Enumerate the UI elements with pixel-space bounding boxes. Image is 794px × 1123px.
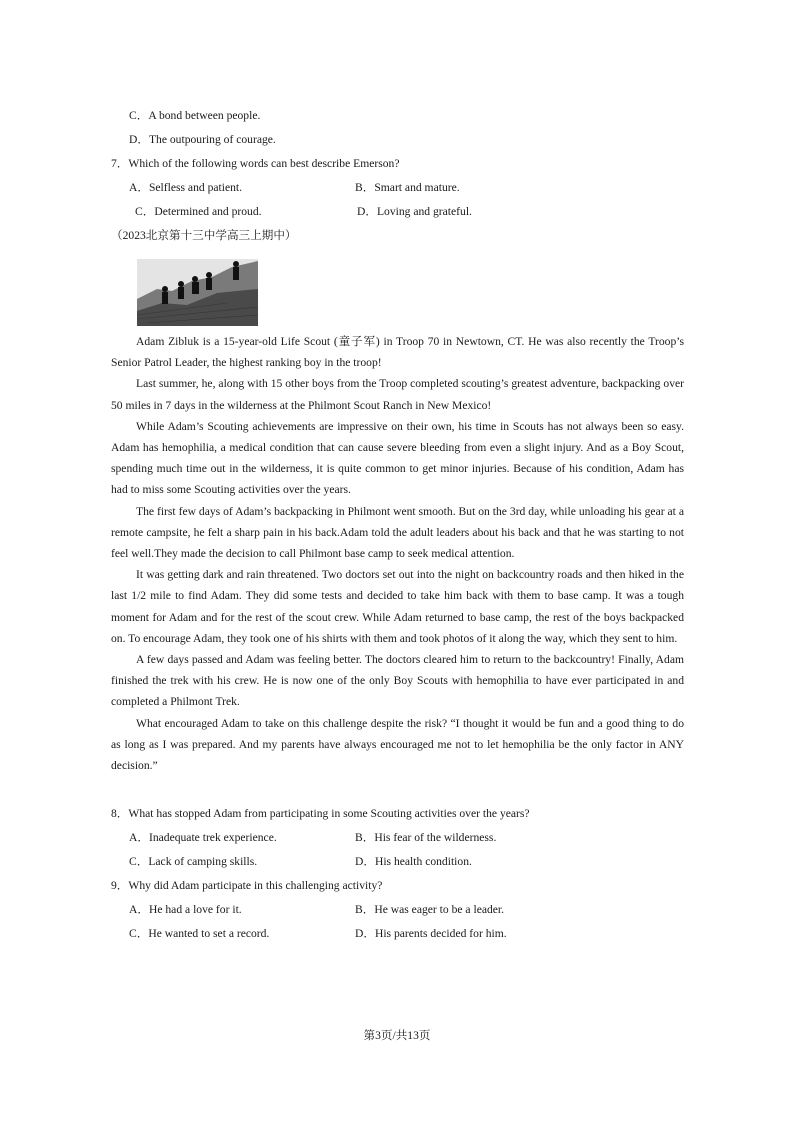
source-note: （2023北京第十三中学高三上期中） [111, 229, 297, 242]
passage-paragraph: It was getting dark and rain threatened. Two doctors set out into the night on backcountry roads and then hiked in the last 1/2 mile to find Adam. They did some tests and decided to take him back with them to base camp. It was a tough moment for Adam and for the rest of the scout crew. While Adam returned to base camp, the rest of the boys backpacked on. To encourage Adam, they took one of his shirts with them and took photos of it along the way, which they sent to him. [111, 568, 684, 645]
passage-paragraph: What encouraged Adam to take on this challenge despite the risk? “I thought it would be fun and a good thing to do as long as I was prepared. And my parents have always encouraged me not to let hemophilia be the only factor in ANY decision.” [111, 716, 684, 773]
q9-option-a: A．He had a love for it. [129, 903, 242, 916]
q7-option-d: D．Loving and grateful. [357, 205, 472, 218]
q8-stem: 8．What has stopped Adam from participating in some Scouting activities over the years? [111, 807, 530, 820]
q9-option-b: B．He was eager to be a leader. [355, 903, 505, 916]
q8-option-b: B．His fear of the wilderness. [355, 831, 497, 844]
passage-paragraph: A few days passed and Adam was feeling better. The doctors cleared him to return to the backcountry! Finally, Adam finished the trek with his crew. He is now one of the only Boy Scouts with hemophilia to have ever participated in and completed a Philmont Trek. [111, 653, 684, 709]
q7-option-c: C．Determined and proud. [135, 205, 262, 218]
passage-paragraph: Last summer, he, along with 15 other boys from the Troop completed scouting’s greatest adventure, backpacking over 50 miles in 7 days in the wilderness at the Philmont Scout Ranch in New Mexico! [111, 377, 684, 412]
q6-option-c: C．A bond between people. [129, 109, 261, 122]
passage-paragraph: The first few days of Adam’s backpacking in Philmont went smooth. But on the 3rd day, while unloading his gear at a remote campsite, he felt a sharp pain in his back.Adam told the adult leaders about his back and that he was starting to not feel well.They made the decision to call Philmont base camp to seek medical attention. [111, 504, 684, 561]
q6-option-d: D．The outpouring of courage. [129, 133, 276, 146]
q8-option-a: A．Inadequate trek experience. [129, 831, 277, 844]
passage-paragraph: While Adam’s Scouting achievements are impressive on their own, his time in Scouts has not always been so easy. Adam has hemophilia, a medical condition that can cause severe bleeding from even a slight injury. And as a Boy Scout, spending much time out in the wilderness, it is quite common to get minor injuries. Because of his condition, Adam has had to miss some Scouting activities over the years. [111, 419, 684, 497]
passage [111, 331, 684, 776]
page-footer: 第3页/共13页 [363, 1029, 431, 1042]
q7-stem: 7．Which of the following words can best describe Emerson? [111, 157, 400, 170]
q9-option-c: C．He wanted to set a record. [129, 927, 270, 940]
q8-option-c: C．Lack of camping skills. [129, 855, 258, 868]
passage-paragraph: Adam Zibluk is a 15-year-old Life Scout (童子军) in Troop 70 in Newtown, CT. He was also recently the Troop’s Senior Patrol Leader, the highest ranking boy in the troop! [111, 335, 684, 370]
q7-option-a: A．Selfless and patient. [129, 181, 243, 194]
hikers-illustration [137, 259, 258, 326]
q7-option-b: B．Smart and mature. [355, 181, 460, 194]
q9-stem: 9．Why did Adam participate in this challenging activity? [111, 879, 383, 892]
q8-option-d: D．His health condition. [355, 855, 472, 868]
q9-option-d: D．His parents decided for him. [355, 927, 507, 940]
